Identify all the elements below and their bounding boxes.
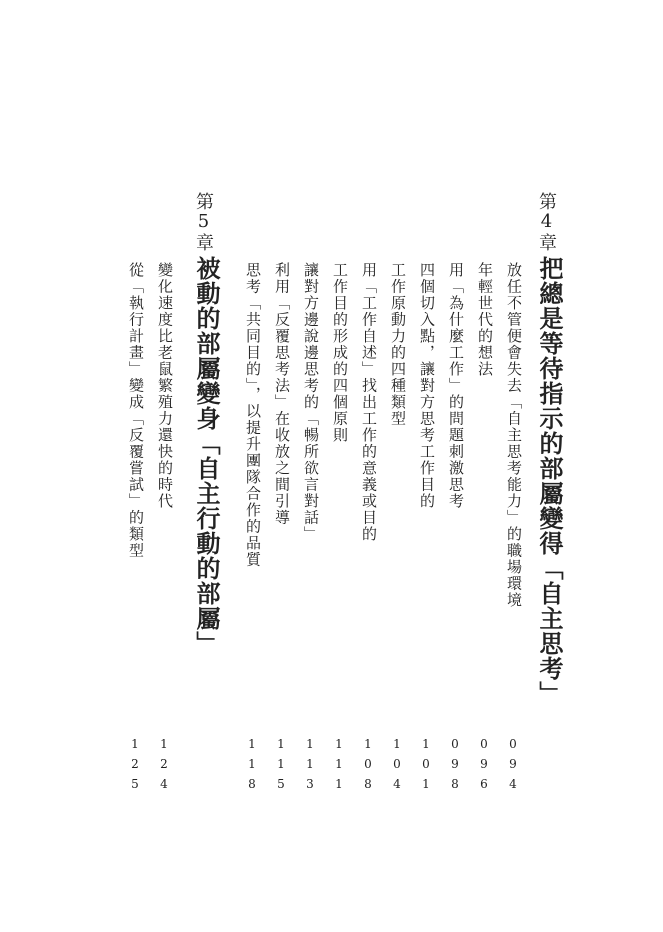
toc-entry[interactable]: 用「工作自述」找出工作的意義或目的 [360, 262, 378, 543]
toc-page-number: 115 [274, 737, 288, 797]
toc-entry[interactable]: 變化速度比老鼠繁殖力還快的時代 [156, 262, 174, 510]
toc-entry[interactable]: 讓對方邊說邊思考的「暢所欲言對話」 [302, 262, 320, 543]
toc-entry[interactable]: 思考「共同目的」，以提升團隊合作的品質 [244, 262, 262, 568]
toc-page-number: 118 [245, 737, 259, 797]
toc-page-number: 096 [477, 737, 491, 797]
toc-page-number: 111 [332, 737, 346, 797]
toc-entry[interactable]: 工作目的形成的四個原則 [331, 262, 349, 444]
toc-entry[interactable]: 放任不管便會失去「自主思考能力」的職場環境 [505, 262, 523, 609]
toc-page-number: 113 [303, 737, 317, 797]
toc-entry[interactable]: 年輕世代的想法 [476, 262, 494, 378]
toc-page-number: 124 [157, 737, 171, 797]
toc-entry[interactable]: 用「為什麼工作」的問題刺激思考 [447, 262, 465, 510]
toc-page-number: 125 [128, 737, 142, 797]
toc-entry[interactable]: 利用「反覆思考法」在收放之間引導 [273, 262, 291, 526]
toc-entry[interactable]: 四個切入點，讓對方思考工作目的 [418, 262, 436, 510]
toc-page-number: 108 [361, 737, 375, 797]
toc-page-number: 094 [506, 737, 520, 797]
chapter-title: 被動的部屬變身「自主行動的部屬」 [192, 256, 221, 656]
chapter-title: 把總是等待指示的部屬變得「自主思考」 [535, 256, 564, 706]
toc-page-number: 098 [448, 737, 462, 797]
chapter-label: 第5章 [193, 192, 214, 252]
toc-page-number: 101 [419, 737, 433, 797]
chapter-label: 第4章 [536, 192, 557, 252]
toc-entry[interactable]: 工作原動力的四種類型 [389, 262, 407, 427]
toc-entry[interactable]: 從「執行計畫」變成「反覆嘗試」的類型 [127, 262, 145, 559]
toc-page-number: 104 [390, 737, 404, 797]
